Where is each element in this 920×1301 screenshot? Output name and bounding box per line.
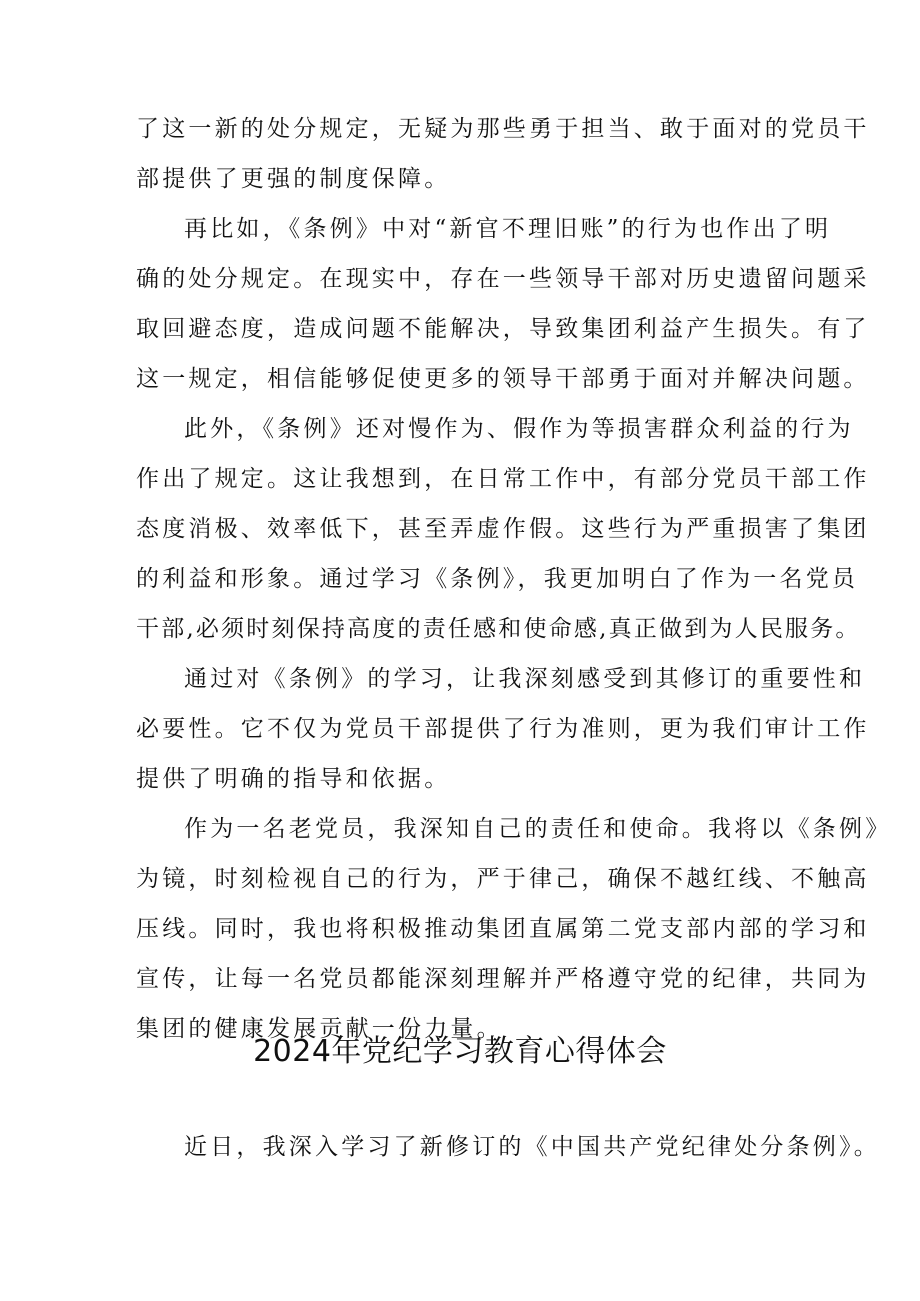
paragraph-line: 此外，《条例》还对慢作为、假作为等损害群众利益的行为 bbox=[184, 416, 854, 442]
paragraph-line: 这一规定，相信能够促使更多的领导干部勇于面对并解决问题。 bbox=[136, 366, 870, 392]
paragraph-line: 压线。同时，我也将积极推动集团直属第二党支部内部的学习和 bbox=[136, 916, 870, 942]
paragraph-line: 态度消极、效率低下，甚至弄虚作假。这些行为严重损害了集团 bbox=[136, 516, 870, 542]
paragraph-line: 宣传，让每一名党员都能深刻理解并严格遵守党的纪律，共同为 bbox=[136, 966, 870, 992]
section-title: 2024年党纪学习教育心得体会 bbox=[253, 1034, 667, 1069]
paragraph-line: 的利益和形象。通过学习《条例》，我更加明白了作为一名党员 bbox=[136, 566, 859, 592]
paragraph-line: 通过对《条例》的学习，让我深刻感受到其修订的重要性和 bbox=[184, 666, 866, 692]
paragraph-line: 作为一名老党员，我深知自己的责任和使命。我将以《条例》 bbox=[184, 816, 892, 842]
paragraph-line: 部提供了更强的制度保障。 bbox=[136, 166, 451, 192]
paragraph-line: 干部,必须时刻保持高度的责任感和使命感,真正做到为人民服务。 bbox=[136, 616, 861, 642]
paragraph-line: 作出了规定。这让我想到，在日常工作中，有部分党员干部工作 bbox=[136, 466, 870, 492]
paragraph-line: 提供了明确的指导和依据。 bbox=[136, 766, 451, 792]
paragraph-line: 了这一新的处分规定，无疑为那些勇于担当、敢于面对的党员干 bbox=[136, 116, 870, 142]
paragraph-line: 为镜，时刻检视自己的行为，严于律己，确保不越红线、不触高 bbox=[136, 866, 870, 892]
paragraph-line: 必要性。它不仅为党员干部提供了行为准则，更为我们审计工作 bbox=[136, 716, 870, 742]
paragraph-line: 再比如，《条例》中对“新官不理旧账”的行为也作出了明 bbox=[184, 216, 832, 242]
paragraph-line: 确的处分规定。在现实中，存在一些领导干部对历史遗留问题采 bbox=[136, 266, 870, 292]
paragraph-line: 取回避态度，造成问题不能解决，导致集团利益产生损失。有了 bbox=[136, 316, 870, 342]
paragraph-line: 近日，我深入学习了新修订的《中国共产党纪律处分条例》。 bbox=[184, 1134, 880, 1160]
paragraph-line: 集团的健康发展贡献一份力量。 bbox=[136, 1016, 503, 1042]
